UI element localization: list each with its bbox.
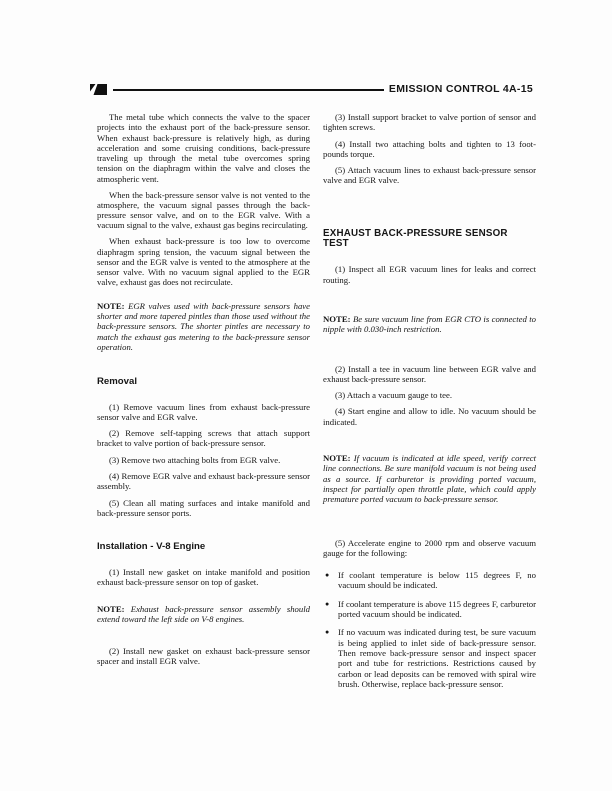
step: (4) Start engine and allow to idle. No vacuum should be indicated.: [323, 406, 536, 427]
bullet-item: [323, 599, 536, 620]
bullet-icon: ●: [325, 599, 330, 608]
content-columns: [97, 112, 536, 697]
note-text: If vacuum is indicated at idle speed, verify correct line connections. Be sure manifold vacuum is not being used as a source. If carburetor is providing ported vacuum, inspect for partially open throttle plate, which could apply premature ported vacuum to back-pressure sensor.: [323, 453, 536, 505]
step: (2) Install new gasket on exhaust back-pressure sensor spacer and install EGR valve.: [97, 645, 310, 666]
header-rule: [113, 89, 384, 91]
heading-removal: Removal: [97, 376, 137, 388]
bullet-icon: ●: [325, 571, 330, 580]
step: (3) Attach a vacuum gauge to tee.: [335, 390, 452, 401]
right-column: [323, 112, 536, 697]
step: (4) Remove EGR valve and exhaust back-pressure sensor assembly.: [97, 471, 310, 492]
note-egr-cto: [323, 314, 536, 335]
note-label: NOTE:: [97, 604, 125, 615]
note-text: EGR valves used with back-pressure sensors have shorter and more tapered pintles than those used without the back-pressure sensors. The shorter pintles are necessary to match the exhaust gas metering to the back-pressure sensor operation.: [97, 300, 311, 352]
note-text: Exhaust back-pressure sensor assembly should extend toward the left side on V-8 engines.: [97, 604, 311, 625]
bullet-list: [323, 570, 536, 689]
note-install-v8: [97, 604, 310, 625]
step: (3) Remove two attaching bolts from EGR valve.: [109, 454, 281, 465]
left-column: [97, 112, 310, 697]
note-label: NOTE:: [323, 313, 351, 324]
step: (1) Install new gasket on intake manifold and position exhaust back-pressure sensor on top of gasket.: [97, 566, 310, 587]
step: (2) Remove self-tapping screws that attach support bracket to valve portion of back-pressure sensor.: [97, 428, 310, 449]
paragraph: When the back-pressure sensor valve is not vented to the atmosphere, the vacuum signal passes through the back-pressure sensor valve, and on to the EGR valve. With a vacuum signal to the valve, exhaust gas begins recirculating.: [97, 189, 310, 231]
bullet-icon: ●: [325, 628, 330, 637]
step: (5) Attach vacuum lines to exhaust back-pressure sensor valve and EGR valve.: [323, 165, 536, 186]
step: (3) Install support bracket to valve portion of sensor and tighten screws.: [323, 112, 536, 133]
step: (4) Install two attaching bolts and tighten to 13 foot-pounds torque.: [323, 138, 536, 159]
step: (5) Accelerate engine to 2000 rpm and observe vacuum gauge for the following:: [323, 537, 536, 558]
bullet-item: [323, 627, 536, 689]
page-header: [90, 84, 533, 95]
step: (1) Inspect all EGR vacuum lines for leaks and correct routing.: [323, 264, 536, 285]
step: (1) Remove vacuum lines from exhaust back-pressure sensor valve and EGR valve.: [97, 401, 310, 422]
paragraph: When exhaust back-pressure is too low to overcome diaphragm spring tension, the vacuum signal between the sensor and the EGR valve is vented to the atmosphere at the sensor valve. With no vacuum signal applied to the EGR valve, exhaust gas does not recirculate.: [97, 236, 310, 288]
bullet-text: If no vacuum was indicated during test, be sure vacuum is being applied to inlet side of back-pressure sensor. Then remove back-pressure sensor and inspect spacer port and tube for restrictions. Restrictions caused by carbon or lead deposits can be removed with spiral wire brush. Otherwise, replace back-pressure sensor.: [338, 627, 536, 689]
note-idle-vacuum: [323, 453, 536, 504]
note-text: Be sure vacuum line from EGR CTO is connected to nipple with 0.030-inch restriction.: [323, 313, 536, 335]
bullet-item: [323, 570, 536, 591]
note-egr-pintles: [97, 301, 310, 352]
bullet-text: If coolant temperature is above 115 degrees F, carburetor ported vacuum should be indicated.: [338, 598, 536, 620]
heading-sensor-test: EXHAUST BACK-PRESSURE SENSOR TEST: [323, 227, 508, 250]
paragraph: The metal tube which connects the valve to the spacer projects into the exhaust port of the back-pressure sensor. When exhaust back-pressure is relatively high, as during acceleration and some cruising conditions, back-pressure traveling up through the metal tube overcomes spring tension on the diaphragm within the valve and closes the atmospheric vent.: [97, 112, 310, 184]
amc-logo-icon: [90, 84, 107, 95]
note-label: NOTE:: [323, 453, 351, 464]
note-label: NOTE:: [97, 300, 125, 311]
page-title: EMISSION CONTROL 4A-15: [388, 83, 533, 96]
bullet-text: If coolant temperature is below 115 degrees F, no vacuum should be indicated.: [338, 570, 536, 591]
heading-installation-v8: Installation - V-8 Engine: [97, 541, 206, 553]
step: (2) Install a tee in vacuum line between EGR valve and exhaust back-pressure sensor.: [323, 363, 536, 384]
step: (5) Clean all mating surfaces and intake manifold and back-pressure sensor ports.: [97, 497, 310, 518]
